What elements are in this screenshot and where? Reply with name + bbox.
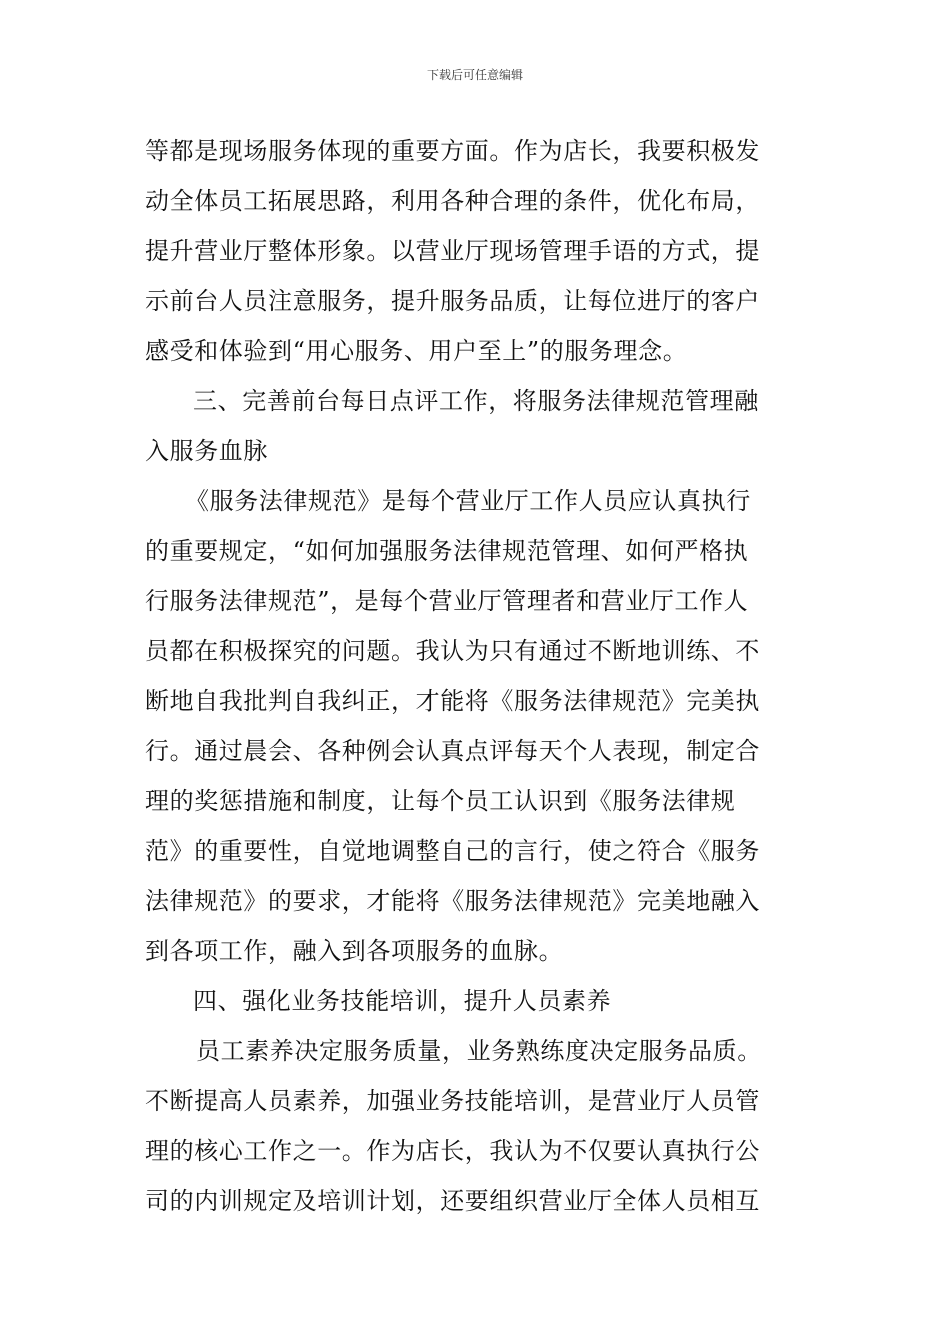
- section-heading: 三、完善前台每日点评工作，将服务法律规范管理融: [193, 387, 759, 415]
- text-line: 提升营业厅整体形象。以营业厅现场管理手语的方式，提: [145, 237, 760, 265]
- text-line: 感受和体验到“用心服务、用户至上”的服务理念。: [145, 337, 688, 365]
- text-line: 到各项工作，融入到各项服务的血脉。: [145, 937, 564, 965]
- text-line: 断地自我批判自我纠正，才能将《服务法律规范》完美执: [145, 687, 760, 715]
- text-line: 的重要规定，“如何加强服务法律规范管理、如何严格执: [145, 537, 749, 565]
- text-line: 司的内训规定及培训计划，还要组织营业厅全体人员相互: [145, 1187, 760, 1215]
- text-line: 行服务法律规范”，是每个营业厅管理者和营业厅工作人: [145, 587, 749, 615]
- text-line: 理的核心工作之一。作为店长，我认为不仅要认真执行公: [145, 1137, 760, 1165]
- text-line: 理的奖惩措施和制度，让每个员工认识到《服务法律规: [145, 787, 736, 815]
- text-line: 动全体员工拓展思路，利用各种合理的条件，优化布局，: [145, 187, 760, 215]
- header-note: 下载后可任意编辑: [426, 68, 523, 82]
- text-line: 《服务法律规范》是每个营业厅工作人员应认真执行: [185, 487, 751, 515]
- section-heading: 四、强化业务技能培训，提升人员素养: [193, 987, 612, 1015]
- text-line: 不断提高人员素养，加强业务技能培训，是营业厅人员管: [145, 1087, 760, 1115]
- text-line: 法律规范》的要求，才能将《服务法律规范》完美地融入: [145, 887, 760, 915]
- text-line: 员都在积极探究的问题。我认为只有通过不断地训练、不: [145, 637, 760, 665]
- text-line: 员工素养决定服务质量，业务熟练度决定服务品质。: [196, 1037, 762, 1065]
- text-line: 示前台人员注意服务，提升服务品质，让每位进厅的客户: [145, 287, 760, 315]
- text-line: 行。通过晨会、各种例会认真点评每天个人表现，制定合: [145, 737, 760, 765]
- section-heading-cont: 入服务血脉: [145, 437, 268, 465]
- text-line: 范》的重要性，自觉地调整自己的言行，使之符合《服务: [145, 837, 760, 865]
- text-line: 等都是现场服务体现的重要方面。作为店长，我要积极发: [145, 137, 760, 165]
